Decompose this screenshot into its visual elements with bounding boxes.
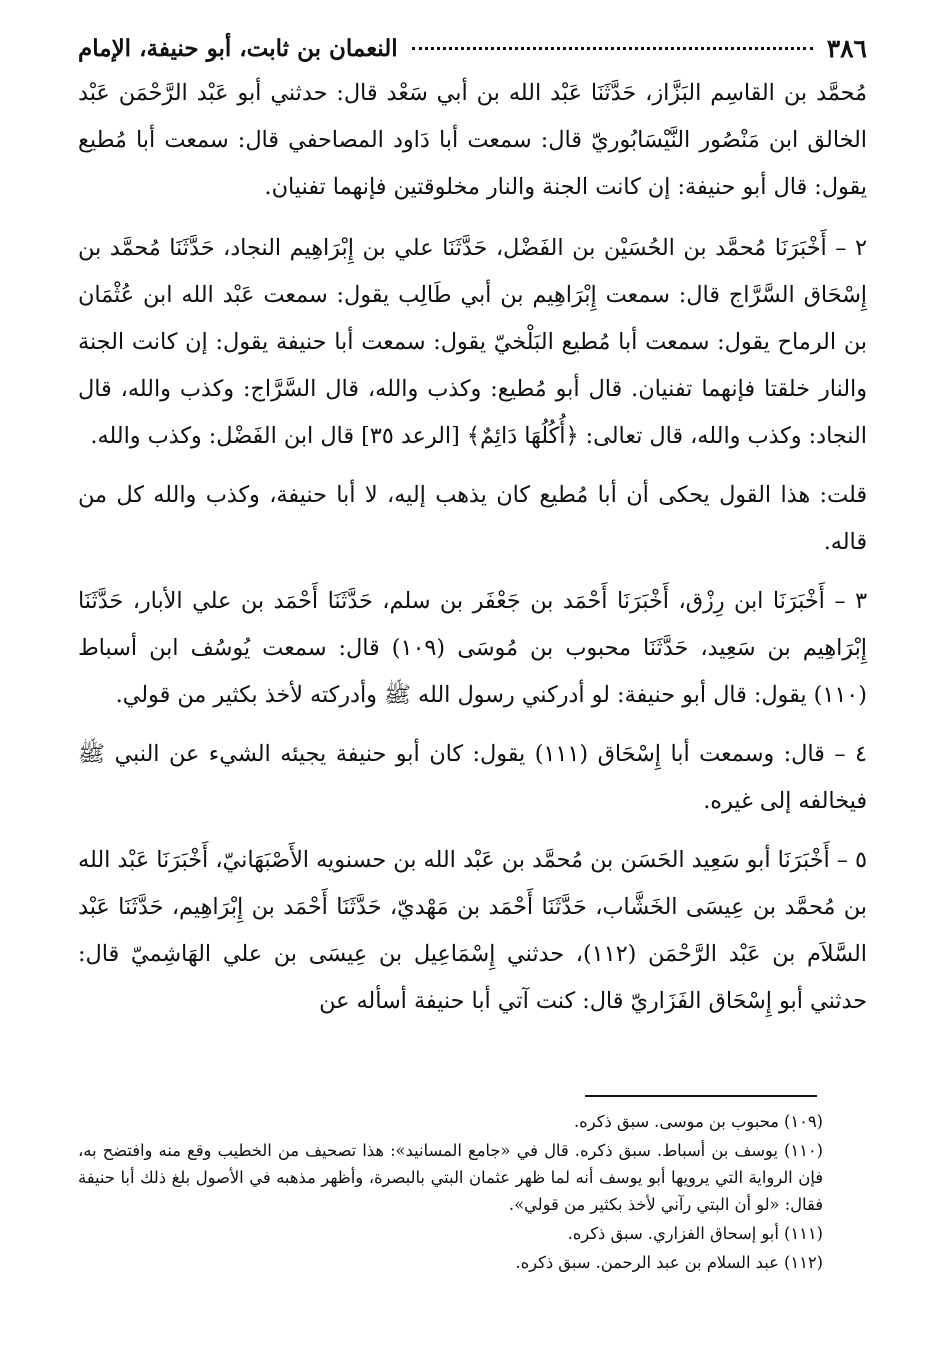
footnote-111: (١١١) أبو إسحاق الفزاري. سبق ذكره.	[567, 1224, 823, 1243]
footnote-112: (١١٢) عبد السلام بن عبد الرحمن. سبق ذكره.	[515, 1253, 823, 1272]
paragraph-4: ٣ – أَخْبَرَنَا ابن رِزْق، أَخْبَرَنَا أَحْمَد بن جَعْفَر بن سلم، حَدَّثَنَا أَحْمَد بن علي الأبار، حَدَّثَنَا إِبْرَاهِيم بن سَعِيد، حَدَّثَنَا محبوب بن مُوسَى (١٠٩) قال: سمعت يُوسُف ابن أسباط (١١٠) يقول: قال أبو حنيفة: لو أدركني رسول الله ﷺ وأدركته لأخذ بكثير من قولي.	[78, 588, 867, 708]
footnote-109: (١٠٩) محبوب بن موسى. سبق ذكره.	[574, 1112, 823, 1131]
footnotes	[78, 1108, 823, 1278]
paragraph-5: ٤ – قال: وسمعت أبا إِسْحَاق (١١١) يقول: كان أبو حنيفة يجيئه الشيء عن النبي ﷺ فيخالفه إلى غيره.	[78, 741, 867, 814]
running-header	[78, 28, 867, 68]
paragraph-1: مُحمَّد بن القاسِم البَزَّاز، حَدَّثَنَا عَبْد الله بن أبي سَعْد قال: حدثني أبو عَبْد الرَّحْمَن عَبْد الخالق ابن مَنْصُور النَّيْسَابُوريّ قال: سمعت أبا دَاود المصاحفي قال: سمعت أبا مُطيع يقول: قال أبو حنيفة: إن كانت الجنة والنار مخلوقتين فإنهما تفنيان.	[78, 80, 867, 200]
header-dot-leader	[412, 47, 813, 50]
page-number: ٣٨٦	[826, 33, 867, 63]
main-text	[78, 70, 867, 1037]
footnote-110: (١١٠) يوسف بن أسباط. سبق ذكره. قال في «جامع المسانيد»: هذا تصحيف من الخطيب وقع منه وافتضح به، فإن الرواية التي يرويها أبو يوسف أنه لما ظهر عثمان البتي بالبصرة، وأظهر مذهبه في الأصول بلغ ذلك أبا حنيفة فقال: «لو أن البتي رآني لأخذ بكثير من قولي».	[78, 1141, 823, 1214]
paragraph-2: ٢ – أَخْبَرَنَا مُحمَّد بن الحُسَيْن بن الفَضْل، حَدَّثَنَا علي بن إِبْرَاهِيم النجاد، حَدَّثَنَا مُحمَّد بن إِسْحَاق السَّرَّاج قال: سمعت إِبْرَاهِيم بن أبي طَالِب يقول: سمعت عَبْد الله ابن عُثْمَان بن الرماح يقول: سمعت أبا مُطيع البَلْخيّ يقول: سمعت أبا حنيفة يقول: إن كانت الجنة والنار خلقتا فإنهما تفنيان. قال أبو مُطيع: وكذب والله، قال السَّرَّاج: وكذب والله، قال النجاد: وكذب والله، قال تعالى: ﴿أُكُلُهَا دَائِمٌ﴾ [الرعد ٣٥] قال ابن الفَضْل: وكذب والله.	[78, 235, 867, 449]
paragraph-3: قلت: هذا القول يحكى أن أبا مُطيع كان يذهب إليه، لا أبا حنيفة، وكذب والله كل من قاله.	[78, 482, 867, 555]
header-title: النعمان بن ثابت، أبو حنيفة، الإمام	[78, 34, 398, 62]
paragraph-6: ٥ – أَخْبَرَنَا أبو سَعِيد الحَسَن بن مُحمَّد بن عَبْد الله بن حسنويه الأَصْبَهَانيّ، أَخْبَرَنَا عَبْد الله بن مُحمَّد بن عِيسَى الخَشَّاب، حَدَّثَنَا أَحْمَد بن مَهْديّ، حَدَّثَنَا أَحْمَد بن إِبْرَاهِيم، حَدَّثَنَا عَبْد السَّلاَم بن عَبْد الرَّحْمَن (١١٢)، حدثني إِسْمَاعِيل بن عِيسَى بن علي الهَاشِميّ قال: حدثني أبو إِسْحَاق الفَزَاريّ قال: كنت آتي أبا حنيفة أسأله عن	[78, 847, 867, 1014]
footnote-separator	[585, 1095, 817, 1097]
